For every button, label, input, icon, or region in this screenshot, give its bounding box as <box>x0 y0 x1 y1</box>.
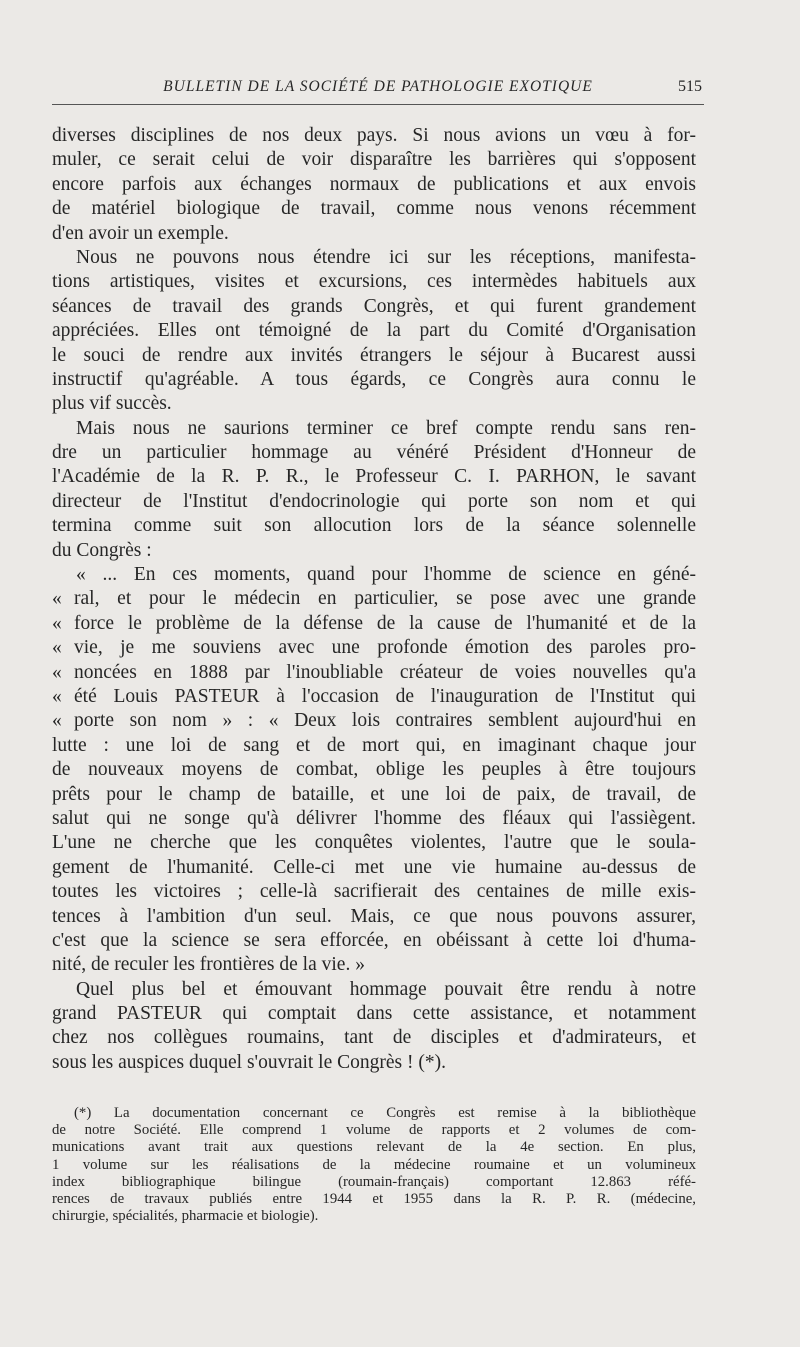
quote-line-text: ral, et pour le médecin en particulier, se pose avec une grande <box>74 588 696 610</box>
text-line: tences à l'ambition d'un seul. Mais, ce que nous pouvons assurer, <box>52 905 696 927</box>
text-line: instructif qu'agréable. A tous égards, ce Congrès aura connu le <box>52 368 696 390</box>
text-line: muler, ce serait celui de voir disparaître les barrières qui s'opposent <box>52 149 696 171</box>
quote-line-text: noncées en 1888 par l'inoubliable créateur de voies nouvelles qu'a <box>74 661 696 683</box>
footnote-line: munications avant trait aux questions relevant de la 4e section. En plus, <box>52 1139 696 1156</box>
running-title: BULLETIN DE LA SOCIÉTÉ DE PATHOLOGIE EXOTIQUE <box>163 78 593 95</box>
footnote-line: chirurgie, spécialités, pharmacie et biologie). <box>52 1208 319 1225</box>
text-line: plus vif succès. <box>52 393 172 415</box>
text-line: l'Académie de la R. P. R., le Professeur C. I. PARHON, le savant <box>52 466 696 488</box>
text-line: sous les auspices duquel s'ouvrait le Congrès ! (*). <box>52 1051 446 1073</box>
footnote-line: de notre Société. Elle comprend 1 volume de rapports et 2 volumes de com- <box>52 1122 696 1139</box>
text-line: tions artistiques, visites et excursions, ces intermèdes habituels aux <box>52 271 696 293</box>
quote-mark: « <box>52 710 62 732</box>
quote-mark: « <box>52 661 62 683</box>
text-line: c'est que la science se sera efforcée, en obéissant à cette loi d'huma- <box>52 929 696 951</box>
text-line: de nouveaux moyens de combat, oblige les peuples à être toujours <box>52 759 696 781</box>
text-line: du Congrès : <box>52 539 152 561</box>
text-line: diverses disciplines de nos deux pays. Si nous avions un vœu à for- <box>52 125 696 146</box>
text-line: le souci de rendre aux invités étrangers le séjour à Bucarest aussi <box>52 344 696 366</box>
text-line: prêts pour le champ de bataille, et une loi de paix, de travail, de <box>52 783 696 805</box>
text-line: salut qui ne songe qu'à délivrer l'homme des fléaux qui l'assiègent. <box>52 807 696 829</box>
text-line <box>52 709 696 733</box>
footnote-line: index bibliographique bilingue (roumain-français) comportant 12.863 réfé- <box>52 1173 696 1190</box>
page-header <box>52 78 704 105</box>
footnote-line: (*) La documentation concernant ce Congrès est remise à la bibliothèque <box>74 1105 696 1121</box>
text-line: directeur de l'Institut d'endocrinologie qui porte son nom et qui <box>52 490 696 512</box>
page-number: 515 <box>678 78 702 95</box>
text-line: encore parfois aux échanges normaux de publications et aux envois <box>52 173 696 195</box>
footnote-line: rences de travaux publiés entre 1944 et 1955 dans la R. P. R. (médecine, <box>52 1190 696 1207</box>
text-line: d'en avoir un exemple. <box>52 222 229 244</box>
text-line: séances de travail des grands Congrès, et qui furent grandement <box>52 295 696 317</box>
text-line: appréciées. Elles ont témoigné de la part du Comité d'Organisation <box>52 320 696 342</box>
text-line <box>52 636 696 660</box>
footnote <box>52 1105 696 1225</box>
text-line: grand PASTEUR qui comptait dans cette assistance, et notamment <box>52 1003 696 1025</box>
quote-mark: « <box>52 685 62 707</box>
text-line: termina comme suit son allocution lors de la séance solennelle <box>52 515 696 537</box>
text-line: de matériel biologique de travail, comme nous venons récemment <box>52 198 696 220</box>
body-text <box>52 124 696 1075</box>
quote-line-text: été Louis PASTEUR à l'occasion de l'inauguration de l'Institut qui <box>74 685 696 707</box>
quote-mark: « <box>52 612 62 634</box>
text-line: gement de l'humanité. Celle-ci met une vie humaine au-dessus de <box>52 856 696 878</box>
text-line <box>52 587 696 611</box>
text-line: Quel plus bel et émouvant hommage pouvait être rendu à notre <box>76 978 696 1000</box>
quote-mark: « <box>52 588 62 610</box>
text-line <box>52 612 696 636</box>
text-line: nité, de reculer les frontières de la vie. » <box>52 954 365 976</box>
text-line: lutte : une loi de sang et de mort qui, en imaginant chaque jour <box>52 734 696 756</box>
footnote-line: 1 volume sur les réalisations de la médecine roumaine et un volumineux <box>52 1156 696 1173</box>
text-line: Nous ne pouvons nous étendre ici sur les réceptions, manifesta- <box>76 246 696 268</box>
text-line <box>52 661 696 685</box>
quote-mark: « <box>52 637 62 659</box>
quote-line-text: force le problème de la défense de la cause de l'humanité et de la <box>74 612 696 634</box>
text-line: toutes les victoires ; celle-là sacrifierait des centaines de mille exis- <box>52 881 696 903</box>
quote-line-text: vie, je me souviens avec une profonde émotion des paroles pro- <box>74 637 696 659</box>
text-line: L'une ne cherche que les conquêtes violentes, l'autre que le soula- <box>52 832 696 854</box>
text-line: Mais nous ne saurions terminer ce bref compte rendu sans ren- <box>76 417 696 439</box>
text-line: dre un particulier hommage au vénéré Président d'Honneur de <box>52 442 696 464</box>
quote-line-text: porte son nom » : « Deux lois contraires semblent aujourd'hui en <box>74 710 696 732</box>
text-line: « ... En ces moments, quand pour l'homme de science en géné- <box>76 564 696 586</box>
text-line <box>52 685 696 709</box>
text-line: chez nos collègues roumains, tant de disciples et d'admirateurs, et <box>52 1027 696 1049</box>
